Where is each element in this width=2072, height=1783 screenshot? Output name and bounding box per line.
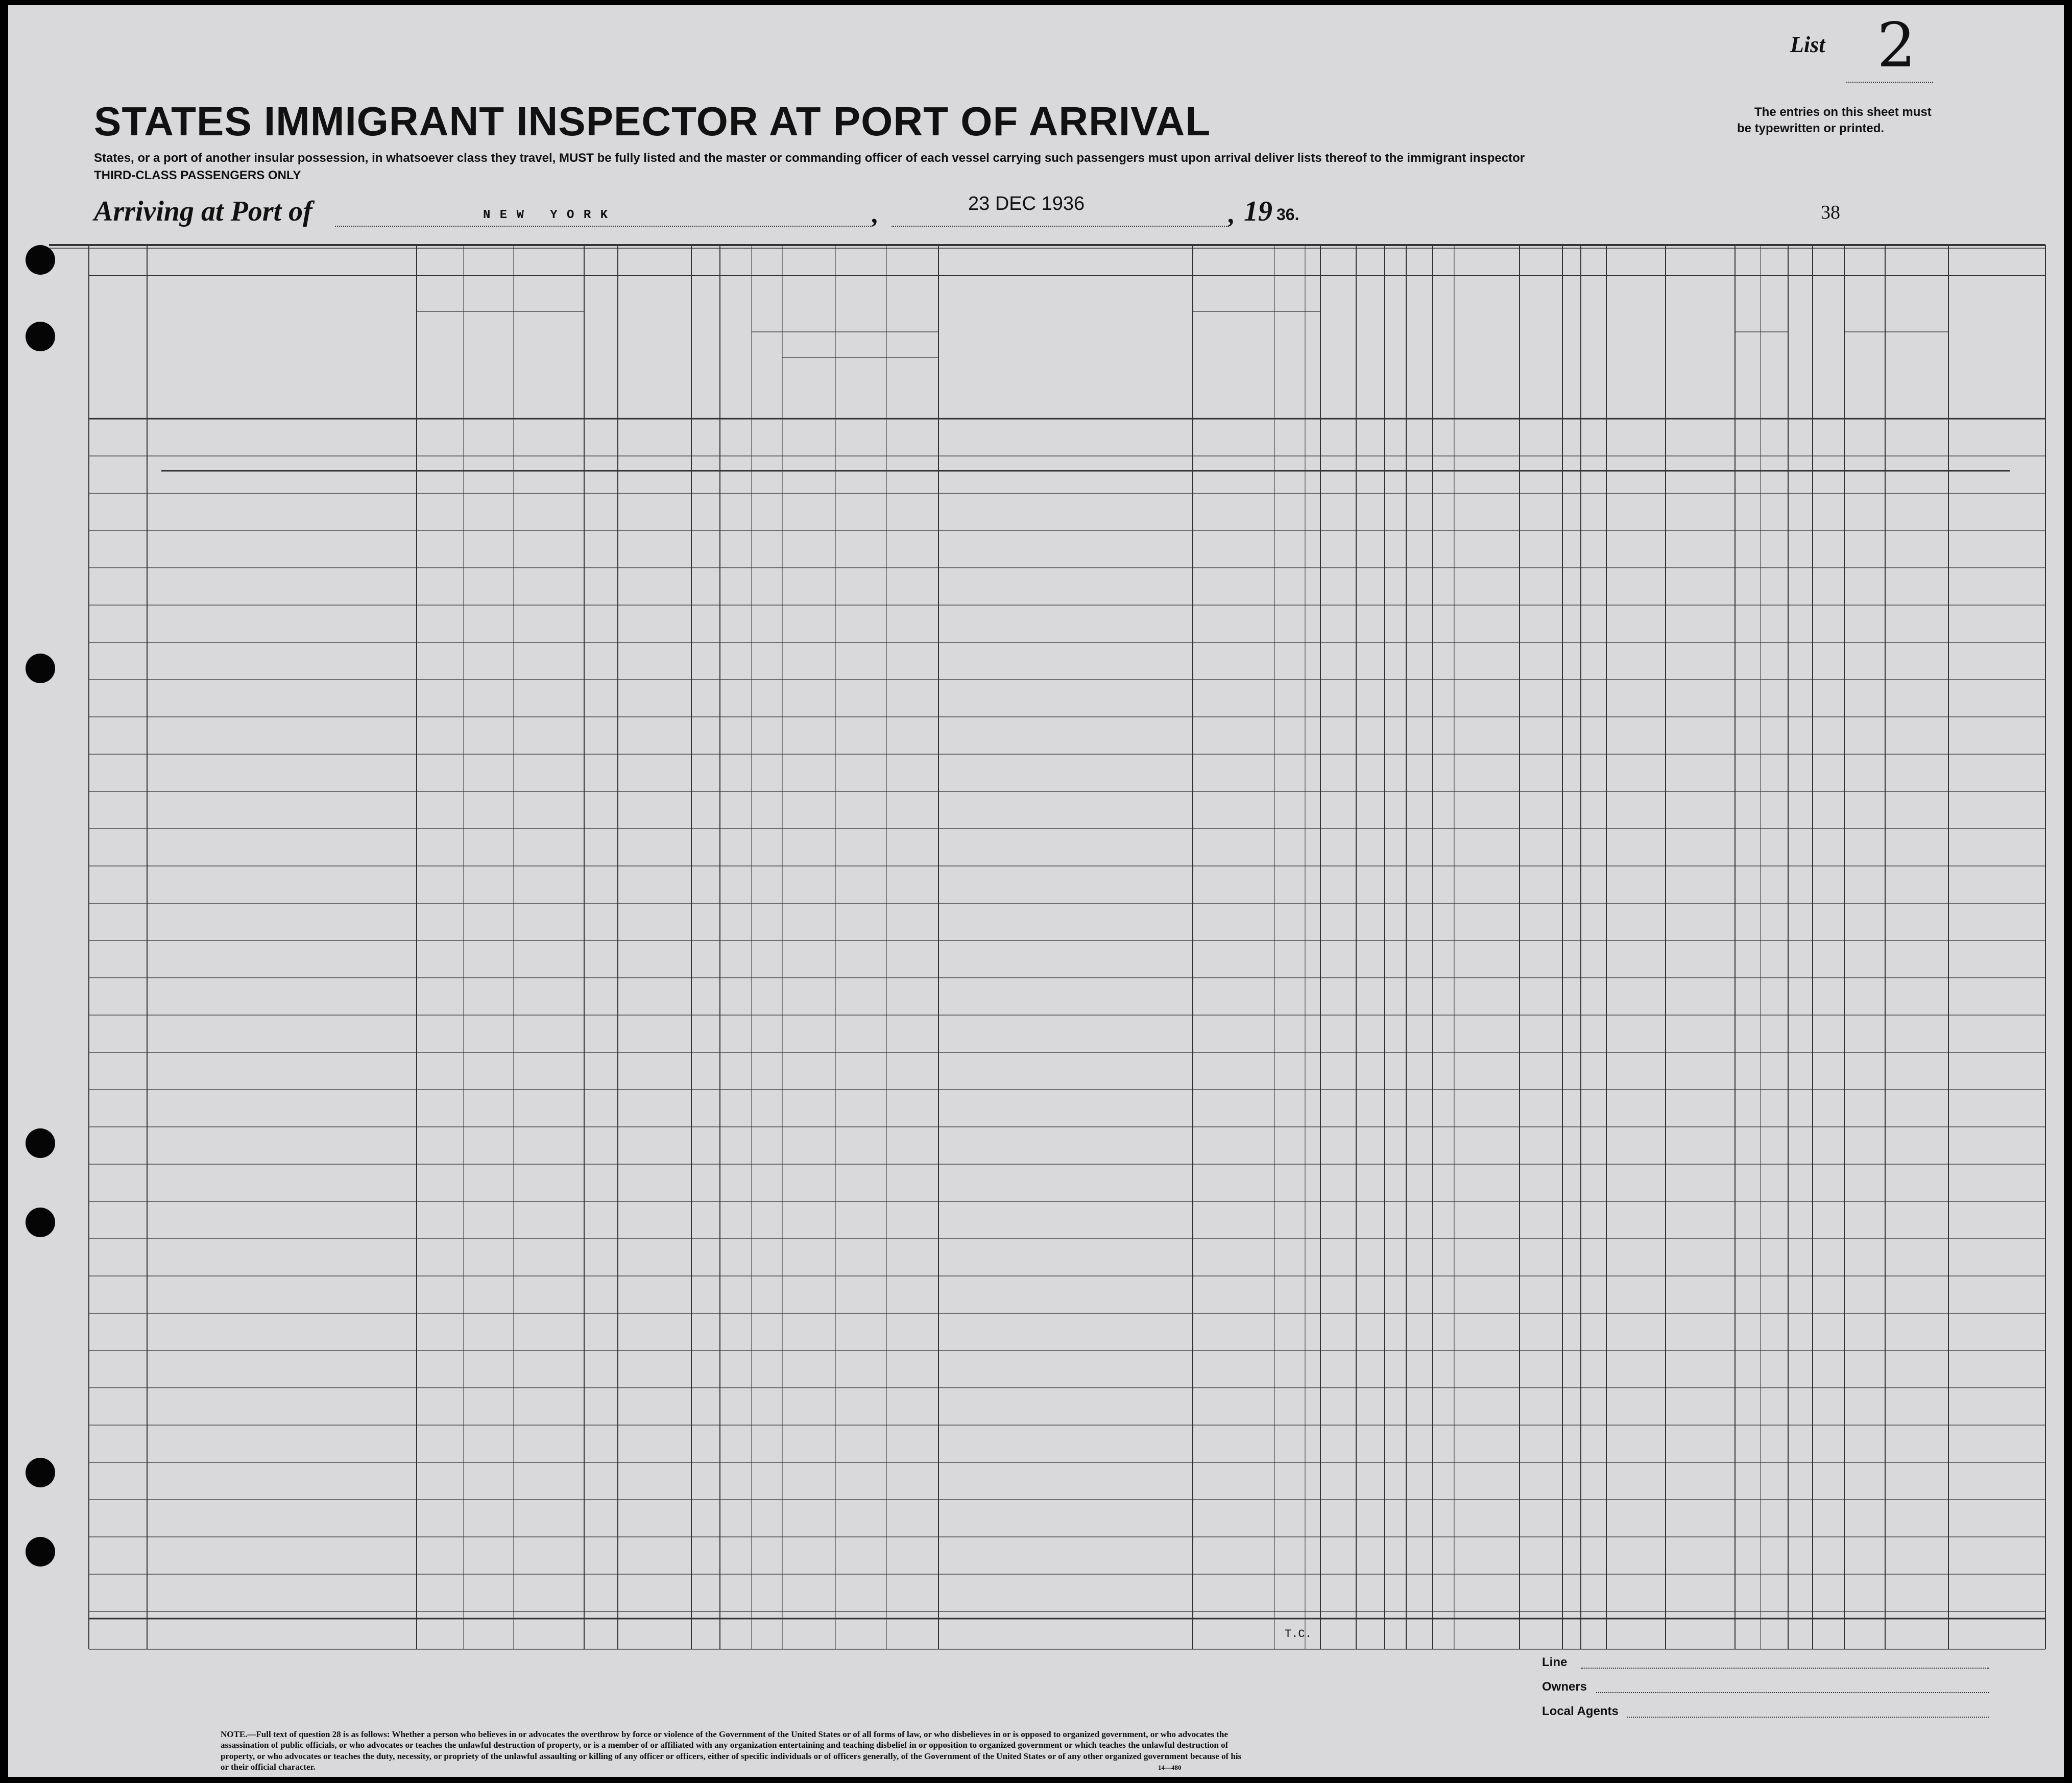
- comma-1: ,: [872, 200, 879, 229]
- column-header-anarchist: [1387, 289, 1405, 417]
- agents-underline: [1627, 1717, 1989, 1718]
- owners-label: Owners: [1542, 1680, 1587, 1694]
- typewritten-note-2: be typewritten or printed.: [1737, 122, 1885, 135]
- year-prefix: 19: [1244, 196, 1272, 227]
- column-header-q28: [1411, 289, 1432, 417]
- column-header-purpose-c: [1278, 318, 1303, 418]
- port-value: N E W Y O R K: [483, 208, 609, 222]
- typewritten-note-1: The entries on this sheet must: [1754, 105, 1932, 119]
- arriving-label: Arriving at Port of: [94, 196, 312, 227]
- page-stamp: 38: [1821, 202, 1840, 223]
- column-header-prison: [1322, 289, 1354, 417]
- year-suffix: 36.: [1276, 205, 1299, 224]
- owners-underline: [1596, 1692, 1989, 1693]
- form-number: 14—480: [1158, 1764, 1182, 1771]
- column-header-deported: [1564, 289, 1580, 417]
- line-underline: [1581, 1668, 1989, 1669]
- comma-2: ,: [1228, 200, 1235, 229]
- tc-mark: T.C.: [1285, 1628, 1312, 1641]
- column-header-polygamist: [1360, 289, 1382, 417]
- column-header-labor-offer: [1456, 289, 1497, 417]
- column-header-excluded: [1523, 289, 1558, 417]
- list-label: List: [1790, 32, 1825, 57]
- manifest-sheet: [8, 5, 2064, 1777]
- instruction-line-2: THIRD-CLASS PASSENGERS ONLY: [94, 168, 301, 182]
- arrival-date: 23 DEC 1936: [968, 193, 1085, 214]
- local-agents-label: Local Agents: [1542, 1704, 1619, 1718]
- line-label: Line: [1542, 1655, 1568, 1669]
- column-header-money: [693, 287, 719, 415]
- column-header-ticket: [586, 287, 617, 415]
- column-header-purpose-a: [1196, 318, 1232, 418]
- question-28-note: NOTE.—Full text of question 28 is as follows: Whether a person who believes in or advocates the overthrow by force or violence of the Government of the United States or of all forms of law, or who disbelieves in or is opposed to organized government, or who advocates the assassination of public officials, or who advocates or teaches the unlawful destruction of property, or is a member of or affiliated with any organization entertaining and teaching disbelief in or opposition to organized government or which teaches the unlawful destruction of property, or who advocates or teaches the duty, necessity, or propriety of the unlawful assaulting or killing of any officer or officers, either of specific individuals or of officers generally, of the Government of the United States or of any other organized government because of his or their official character.: [221, 1729, 1242, 1772]
- instruction-line-1: States, or a port of another insular possession, in whatsoever class they travel, MUST be fully listed and the master or commanding officer of each vessel carrying such passengers must upon arrival deliver lists thereof to the immigrant inspector: [94, 151, 1525, 165]
- list-number: 2: [1877, 10, 1916, 81]
- page-title: STATES IMMIGRANT INSPECTOR AT PORT OF ARRIVAL: [94, 99, 1211, 144]
- form-grid: [8, 5, 2064, 1777]
- column-header-purpose-b: [1239, 318, 1271, 418]
